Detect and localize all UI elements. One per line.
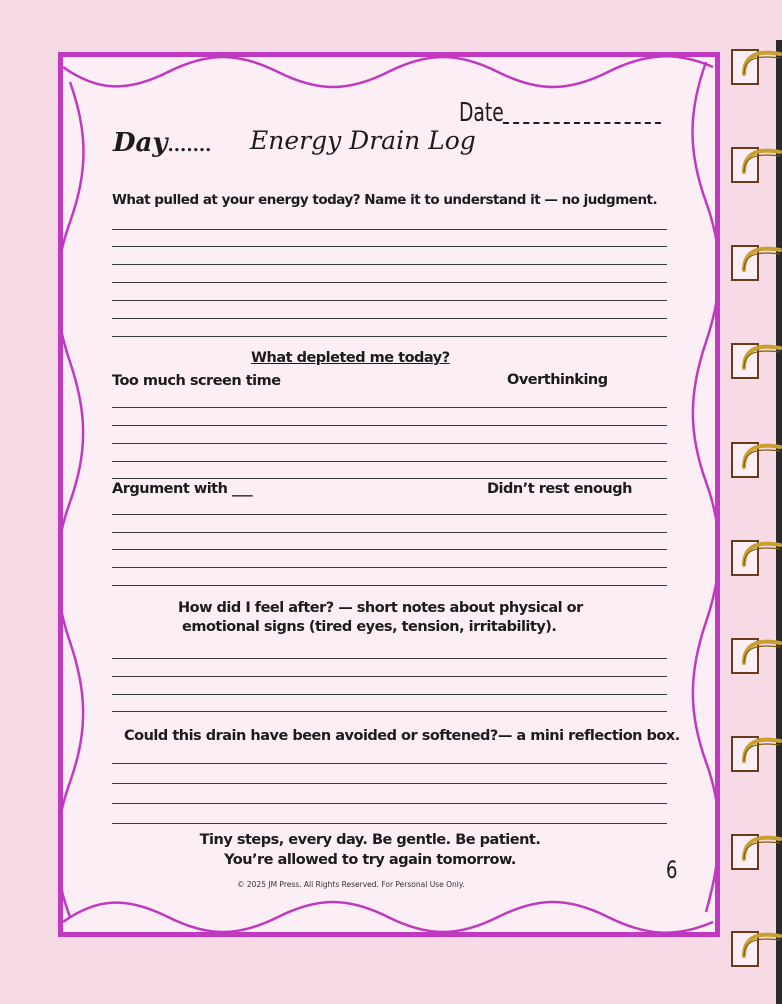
feelings-prompt-line2: emotional signs (tired eyes, tension, irritability).	[182, 619, 557, 635]
feelings-prompt-line1: How did I feel after? — short notes about physical or	[178, 600, 583, 616]
page-number: 6	[666, 856, 678, 884]
date-label: Date	[459, 98, 504, 128]
section-heading: What depleted me today?	[251, 350, 450, 366]
item-rest: Didn’t rest enough	[487, 481, 632, 497]
reflection-prompt: Could this drain have been avoided or softened?— a mini reflection box.	[124, 728, 680, 744]
encouragement-line2: You’re allowed to try again tomorrow.	[224, 852, 516, 868]
binder-ring-icon	[730, 437, 782, 483]
binder-ring-icon	[730, 338, 782, 384]
date-dotted-line[interactable]	[503, 122, 661, 124]
binder-ring-icon	[730, 926, 782, 972]
copyright-notice: © 2025 JM Press. All Rights Reserved. For Personal Use Only.	[237, 880, 465, 889]
item-screen-time: Too much screen time	[112, 373, 281, 389]
binder-ring-icon	[730, 731, 782, 777]
binder-ring-icon	[730, 535, 782, 581]
binder-ring-icon	[730, 829, 782, 875]
energy-prompt: What pulled at your energy today? Name it to understand it — no judgment.	[112, 192, 658, 208]
day-fill-dots: .......	[167, 135, 212, 156]
page-title: Energy Drain Log	[250, 126, 476, 155]
binder-ring-icon	[730, 240, 782, 286]
day-label: Day.......	[113, 128, 212, 158]
binder-ring-icon	[730, 142, 782, 188]
item-argument: Argument with ___	[112, 481, 253, 497]
encouragement-line1: Tiny steps, every day. Be gentle. Be patient.	[199, 832, 541, 848]
binder-ring-icon	[730, 633, 782, 679]
item-overthinking: Overthinking	[507, 372, 608, 388]
binder-ring-icon	[730, 44, 782, 90]
